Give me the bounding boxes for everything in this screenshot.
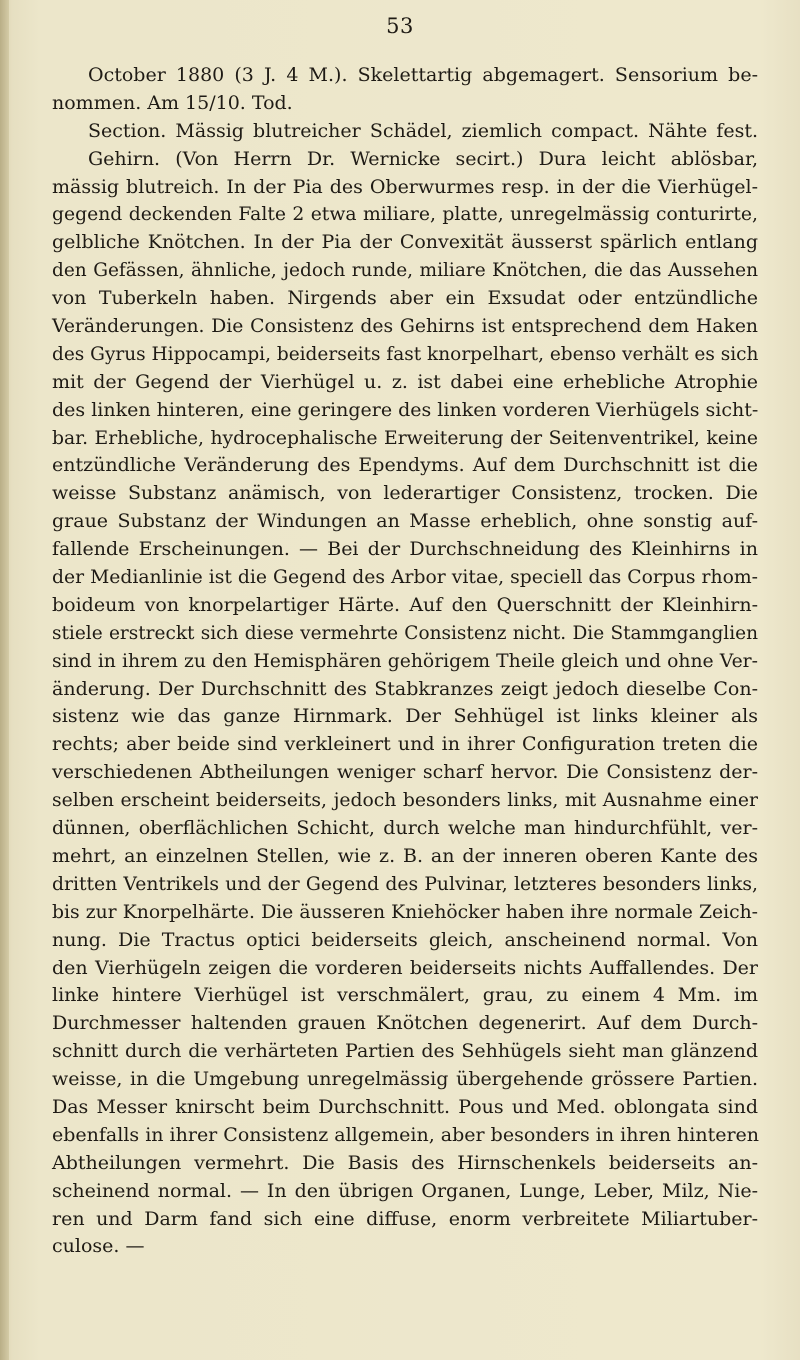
text-line: schnitt durch die verhärteten Partien des Sehhügels sieht man glänzend [52, 1040, 758, 1063]
body-text [52, 62, 758, 1261]
text-line: entzündliche Veränderung des Ependyms. Auf dem Durchschnitt ist die [52, 454, 758, 477]
text-line: mässig blutreich. In der Pia des Oberwurmes resp. in der die Vierhügel- [52, 175, 758, 198]
text-line: sind in ihrem zu den Hemisphären gehörigem Theile gleich und ohne Ver- [52, 650, 758, 672]
text-line: linke hintere Vierhügel ist verschmälert, grau, zu einem 4 Mm. im [52, 984, 758, 1007]
text-line: stiele erstreckt sich diese vermehrte Consistenz nicht. Die Stammganglien [52, 622, 758, 644]
text-line: Veränderungen. Die Consistenz des Gehirns ist entsprechend dem Haken [52, 316, 758, 338]
page-binding-edge [0, 0, 9, 1360]
text-line: October 1880 (3 J. 4 M.). Skelettartig abgemagert. Sensorium be- [88, 64, 758, 86]
text-line: ebenfalls in ihrer Consistenz allgemein, aber besonders in ihren hinteren [52, 1123, 760, 1146]
text-line: boideum von knorpelartiger Härte. Auf den Querschnitt der Kleinhirn- [52, 593, 758, 616]
text-line: den Vierhügeln zeigen die vorderen beiderseits nichts Auffallendes. Der [52, 956, 758, 979]
text-line: scheinend normal. — In den übrigen Organen, Lunge, Leber, Milz, Nie- [52, 1179, 758, 1202]
text-line: bis zur Knorpelhärte. Die äusseren Kniehöcker haben ihre normale Zeich- [52, 901, 758, 923]
text-line: weisse Substanz anämisch, von lederartiger Consistenz, trocken. Die [52, 482, 758, 505]
text-line: mehrt, an einzelnen Stellen, wie z. B. an der inneren oberen Kante des [52, 844, 758, 867]
text-line: Abtheilungen vermehrt. Die Basis des Hirnschenkels beiderseits an- [52, 1151, 758, 1174]
text-line: dünnen, oberflächlichen Schicht, durch welche man hindurchfühlt, ver- [52, 817, 758, 840]
text-line: Section. Mässig blutreicher Schädel, ziemlich compact. Nähte fest. [88, 119, 758, 142]
text-line: selben erscheint beiderseits, jedoch besonders links, mit Ausnahme einer [52, 790, 758, 812]
text-line: Gehirn. (Von Herrn Dr. Wernicke secirt.) Dura leicht ablösbar, [88, 147, 758, 170]
text-line: der Medianlinie ist die Gegend des Arbor vitae, speciell das Corpus rhom- [52, 567, 758, 589]
text-line: gegend deckenden Falte 2 etwa miliare, platte, unregelmässig conturirte, [52, 204, 758, 226]
text-line: ren und Darm fand sich eine diffuse, enorm verbreitete Miliartuber- [52, 1207, 758, 1230]
text-line: sistenz wie das ganze Hirnmark. Der Sehhügel ist links kleiner als [52, 705, 758, 728]
text-line: Das Messer knirscht beim Durchschnitt. Pous und Med. oblongata sind [52, 1095, 758, 1118]
text-line: von Tuberkeln haben. Nirgends aber ein Exsudat oder entzündliche [52, 287, 758, 310]
text-line: gelbliche Knötchen. In der Pia der Convexität äusserst spärlich entlang [52, 231, 758, 254]
text-line: mit der Gegend der Vierhügel u. z. ist dabei eine erhebliche Atrophie [52, 370, 758, 393]
text-line: nung. Die Tractus optici beiderseits gleich, anscheinend normal. Von [52, 928, 758, 951]
text-line: weisse, in die Umgebung unregelmässig übergehende grössere Partien. [52, 1068, 758, 1091]
text-line: culose. — [52, 1235, 145, 1258]
text-line: den Gefässen, ähnliche, jedoch runde, miliare Knötchen, die das Aussehen [52, 260, 758, 282]
text-line: Durchmesser haltenden grauen Knötchen degenerirt. Auf dem Durch- [52, 1012, 758, 1035]
text-line: rechts; aber beide sind verkleinert und in ihrer Configuration treten die [52, 733, 758, 756]
text-line: des linken hinteren, eine geringere des linken vorderen Vierhügels sicht- [52, 398, 759, 421]
text-line: dritten Ventrikels und der Gegend des Pulvinar, letzteres besonders links, [52, 873, 758, 895]
text-line: bar. Erhebliche, hydrocephalische Erweiterung der Seitenventrikel, keine [52, 427, 758, 449]
text-line: fallende Erscheinungen. — Bei der Durchschneidung des Kleinhirns in [52, 538, 758, 561]
page-number: 53 [386, 14, 414, 38]
text-line: änderung. Der Durchschnitt des Stabkranzes zeigt jedoch dieselbe Con- [52, 677, 758, 700]
text-line: nommen. Am 15/10. Tod. [52, 91, 293, 114]
text-line: graue Substanz der Windungen an Masse erheblich, ohne sonstig auf- [52, 510, 758, 533]
text-line: des Gyrus Hippocampi, beiderseits fast knorpelhart, ebenso verhält es sich [52, 343, 759, 365]
text-line: verschiedenen Abtheilungen weniger scharf hervor. Die Consistenz der- [52, 761, 758, 784]
